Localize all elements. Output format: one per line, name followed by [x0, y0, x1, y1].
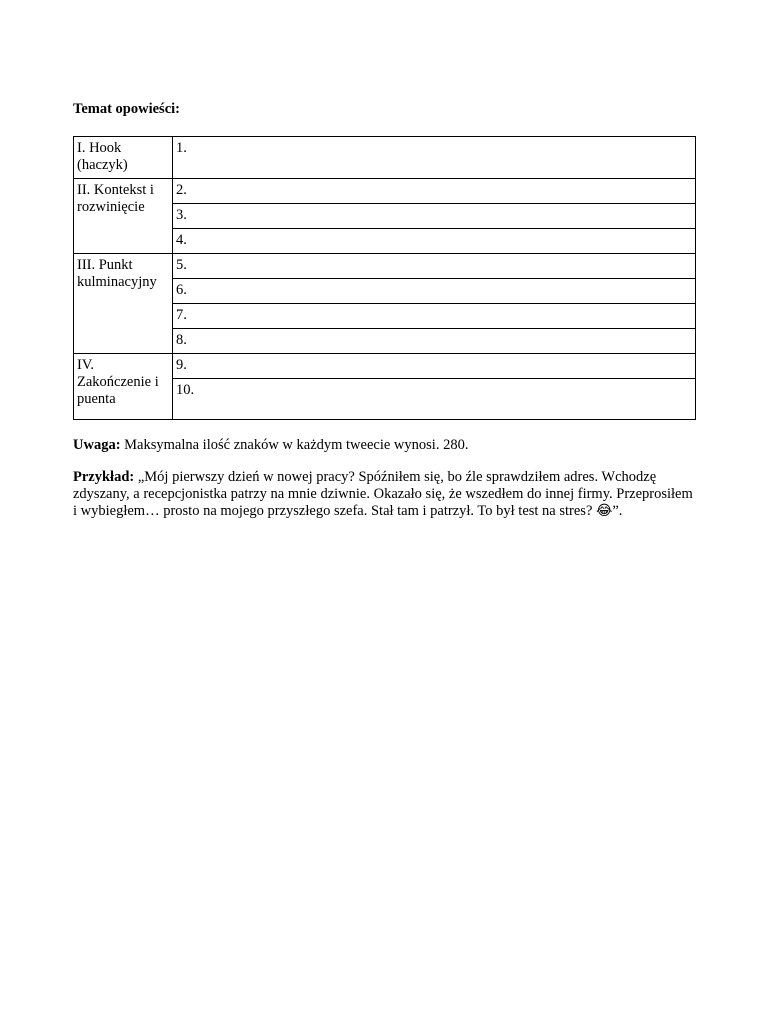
section-climax-label: III. Punkt kulminacyjny — [74, 254, 173, 354]
table-row — [74, 179, 696, 204]
note-paragraph — [73, 437, 696, 454]
example-closing: ”. — [612, 503, 623, 519]
tweet-cell-5: 5. — [173, 254, 696, 279]
table-row — [74, 137, 696, 179]
example-text: „Mój pierwszy dzień w nowej pracy? Spóźniłem się, bo źle sprawdziłem adres. Wchodzę zdyszany, a recepcjonistka patrzy na mnie dziwnie. Okazało się, że wszedłem do innej firmy. Przeprosiłem i wybiegłem… prosto na mojego przyszłego szefa. Stał tam i patrzył. To był test na stres? — [73, 469, 693, 519]
tweet-cell-4: 4. — [173, 229, 696, 254]
tweet-cell-2: 2. — [173, 179, 696, 204]
example-label: Przykład: — [73, 469, 135, 485]
tweet-cell-1: 1. — [173, 137, 696, 179]
note-text: Maksymalna ilość znaków w każdym tweecie wynosi. 280. — [120, 437, 469, 453]
section-ending-label: IV. Zakończenie i puenta — [74, 354, 173, 420]
section-context-label: II. Kontekst i rozwinięcie — [74, 179, 173, 254]
tweet-cell-9: 9. — [173, 354, 696, 379]
tweet-cell-3: 3. — [173, 204, 696, 229]
table-row — [74, 354, 696, 379]
story-outline-table — [73, 136, 696, 420]
tweet-cell-7: 7. — [173, 304, 696, 329]
note-label: Uwaga: — [73, 437, 121, 453]
tweet-cell-8: 8. — [173, 329, 696, 354]
laughing-emoji-icon: 😂 — [596, 503, 613, 519]
table-row — [74, 254, 696, 279]
topic-label: Temat opowieści: — [73, 101, 180, 117]
document-page — [73, 101, 696, 520]
section-hook-label: I. Hook (haczyk) — [74, 137, 173, 179]
tweet-cell-10: 10. — [173, 379, 696, 420]
tweet-cell-6: 6. — [173, 279, 696, 304]
example-paragraph — [73, 469, 696, 520]
